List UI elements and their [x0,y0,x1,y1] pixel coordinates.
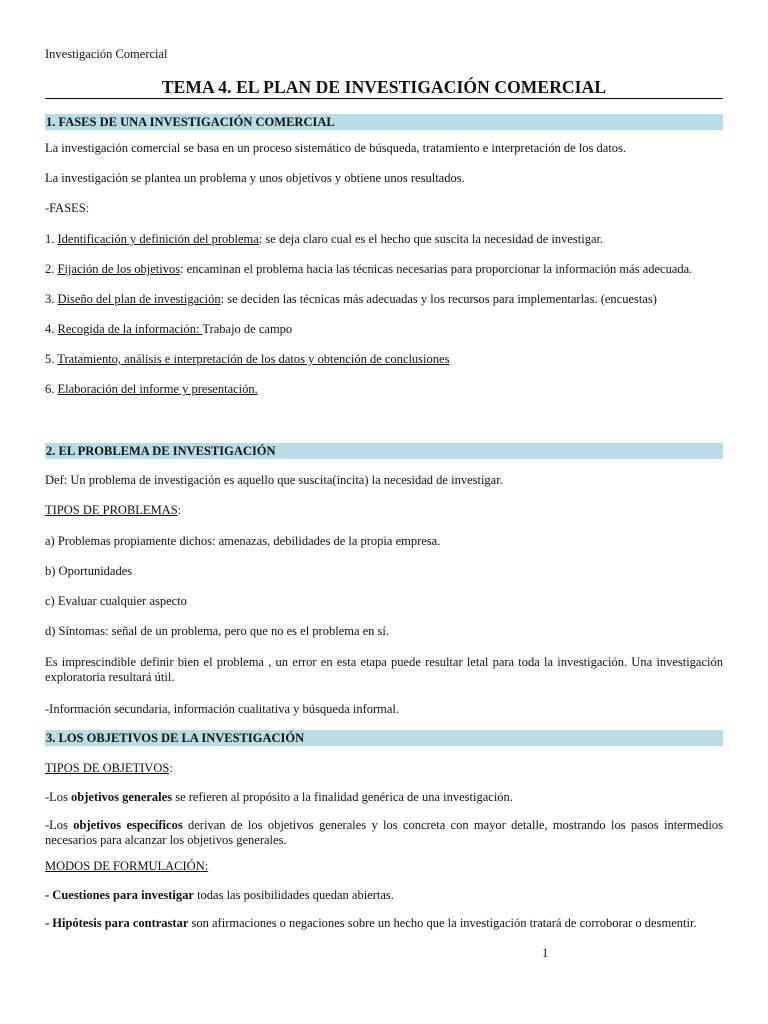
paragraph-objetivos-especificos: -Los objetivos específicos derivan de los objetivos generales y los concreta con mayor detalle, mostrando los pasos intermedios necesarios para alcanzar los objetivos generales. [45,818,723,847]
phase-term: Recogida de la información: [57,322,203,336]
running-header: Investigación Comercial [45,47,168,61]
paragraph: La investigación comercial se basa en un proceso sistemático de búsqueda, tratamiento e interpretación de los datos. [45,141,627,155]
phase-term: Diseño del plan de investigación [57,292,221,306]
tipos-problemas-label: TIPOS DE PROBLEMAS: [45,503,182,517]
section-heading-problema: 2. EL PROBLEMA DE INVESTIGACIÓN [45,443,723,459]
tipos-objetivos-label: TIPOS DE OBJETIVOS: [45,761,173,775]
fases-label: -FASES: [45,201,90,215]
phase-term: Tratamiento, análisis e interpretación de los datos y obtención de conclusiones [57,352,450,366]
section-heading-fases: 1. FASES DE UNA INVESTIGACIÓN COMERCIAL [45,114,723,130]
document-title: TEMA 4. EL PLAN DE INVESTIGACIÓN COMERCIAL [161,77,607,97]
section-heading-objetivos: 3. LOS OBJETIVOS DE LA INVESTIGACIÓN [45,730,723,746]
phase-item: 5. Tratamiento, análisis e interpretación de los datos y obtención de conclusiones [45,352,450,366]
paragraph-cuestiones: - Cuestiones para investigar todas las posibilidades quedan abiertas. [45,888,394,902]
phase-term: Identificación y definición del problema [57,232,259,246]
list-item: d) Síntomas: señal de un problema, pero que no es el problema en sí. [45,624,390,638]
list-item: b) Oportunidades [45,564,133,578]
phase-item: 3. Diseño del plan de investigación: se deciden las técnicas más adecuadas y los recursos para implementarlas. (encuestas) [45,292,657,306]
phase-item: 1. Identificación y definición del problema: se deja claro cual es el hecho que suscita la necesidad de investigar. [45,232,604,246]
title-rule [45,98,723,99]
paragraph-objetivos-generales: -Los objetivos generales se refieren al propósito a la finalidad genérica de una investigación. [45,790,513,804]
list-item: c) Evaluar cualquier aspecto [45,594,187,608]
paragraph-hipotesis: - Hipótesis para contrastar son afirmaciones o negaciones sobre un hecho que la investigación tratará de corroborar o desmentir. [45,916,697,930]
paragraph: La investigación se plantea un problema y unos objetivos y obtiene unos resultados. [45,171,465,185]
page-number: 1 [542,946,549,960]
paragraph: -Información secundaria, información cualitativa y búsqueda informal. [45,702,400,716]
modos-formulacion-label: MODOS DE FORMULACIÓN: [45,859,209,873]
phase-item: 4. Recogida de la información: Trabajo de campo [45,322,293,336]
phase-item: 6. Elaboración del informe y presentación. [45,382,258,396]
phase-term: Fijación de los objetivos [57,262,181,276]
phase-term: Elaboración del informe y presentación. [57,382,258,396]
definition: Def: Un problema de investigación es aquello que suscita(incita) la necesidad de investigar. [45,473,503,487]
list-item: a) Problemas propiamente dichos: amenazas, debilidades de la propia empresa. [45,534,441,548]
phase-item: 2. Fijación de los objetivos: encaminan el problema hacia las técnicas necesarias para proporcionar la información más adecuada. [45,262,693,276]
paragraph: Es imprescindible definir bien el problema , un error en esta etapa puede resultar letal para toda la investigación. Una investigación exploratoria resultará útil. [45,655,723,684]
